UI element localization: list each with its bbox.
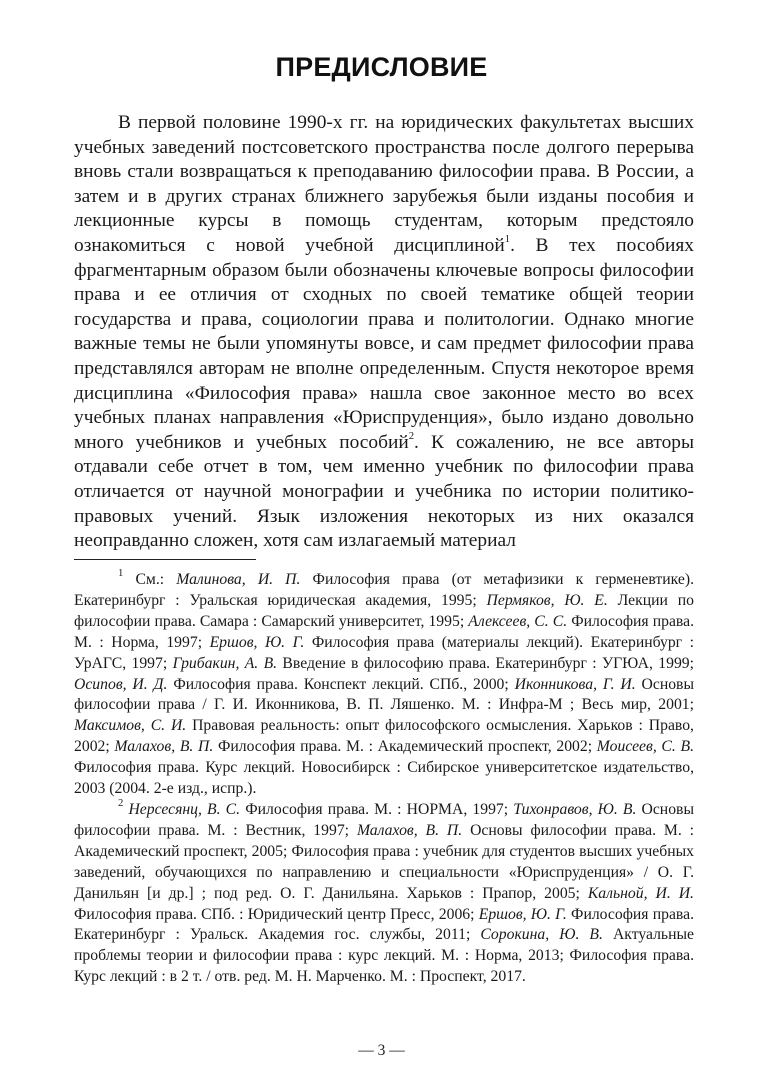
footnote-segment: Философия права (от метафизики к герменевтике). Екатеринбург : Уральская юридическая академия, 1995; xyxy=(74,571,694,609)
paragraph xyxy=(74,111,694,554)
footnote-author: Алексеев, С. С. xyxy=(468,612,568,630)
footnotes xyxy=(74,567,695,988)
footnote-segment: Введение в философию права. Екатеринбург : УГЮА, 1999; xyxy=(277,654,694,672)
page-number: — 3 — xyxy=(358,1042,405,1059)
footnote-author: Кальной, И. И. xyxy=(587,884,694,902)
footnote-ref-2: 2 xyxy=(408,429,415,442)
footnote-marker: 2 xyxy=(118,797,124,810)
footnote-author: Грибакин, А. В. xyxy=(172,654,278,672)
footnote-author: Малинова, И. П. xyxy=(176,571,301,588)
main-text xyxy=(74,111,694,554)
footnote-author: Иконникова, Г. И. xyxy=(514,675,636,693)
footnote-segment: Философия права. Екатеринбург : Уральск. Академия гос. службы, 2011; xyxy=(74,905,695,944)
footnote-segment: Философия права (материалы лекций). Екатеринбург : УрАГС, 1997; xyxy=(74,633,695,672)
footnote-segment: Основы философии права. М. : Академический проспект, 2005; Философия права : учебник для студентов высших учебных заведений, обучающихся по направлению и специальности «Юриспруденция» / О. Г. Данильян [и др.] ; под ред. О. Г. Данильяна. Харьков : Прапор, 2005; xyxy=(74,821,695,902)
footnote-segment: Актуальные проблемы теории и философии права : курс лекций. М. : Норма, 2013; Философия права. Курс лекций : в 2 т. / отв. ред. М. Н. Марченко. М. : Проспект, 2017. xyxy=(74,926,694,986)
footnote-1 xyxy=(74,567,695,800)
footnote-ref-1: 1 xyxy=(504,232,511,245)
footnote-author: Тихонравов, Ю. В. xyxy=(513,800,637,818)
footnote-segment: Философия права. М. : Академический проспект, 2002; xyxy=(213,738,597,756)
footnote-text xyxy=(74,801,694,985)
paragraph-part-1: В первой половине 1990-х гг. на юридических факультетах высших учебных заведений постсоветского пространства после долгого перерыва вновь стали возвращаться к преподаванию философии права. В России, а затем и в других странах ближнего зарубежья были изданы пособия и лекционные курсы в помощь студентам, которым предстояло ознакомиться с новой учебной дисциплиной xyxy=(74,112,694,256)
footnote-segment: См.: xyxy=(123,571,177,588)
paragraph-part-2: . В тех пособиях фрагментарным образом были обозначены ключевые вопросы философии права и ее отличия от сходных по своей тематике общей теории государства и права, социологии права и политологии. Однако многие важные темы не были упомянуты вовсе, и сам предмет философии права представлялся авторам не вполне определенным. Спустя некоторое время дисциплина «Философия права» нашла свое законное место во всех учебных планах направления «Юриспруденция», было издано довольно много учебников и учебных пособий xyxy=(74,234,694,453)
paragraph-part-3: . К сожалению, не все авторы отдавали себе отчет в том, чем именно учебник по философии права отличается от научной монографии и учебника по истории политико-правовых учений. Язык изложения некоторых из них оказался неоправданно сложен, хотя сам излагаемый материал xyxy=(74,431,695,552)
footnote-segment: Философия права. СПб. : Юридический центр Пресс, 2006; xyxy=(74,905,479,923)
footnote-author: Малахов, В. П. xyxy=(356,821,463,839)
footnote-segment: Лекции по философии права. Самара : Самарский университет, 1995; xyxy=(74,591,694,630)
footnote-separator xyxy=(74,559,256,560)
footnote-segment: Философия права. Курс лекций. Новосибирск : Сибирское университетское издательство, 2003 (2004. 2-е изд., испр.). xyxy=(74,759,694,798)
footnote-author: Нерсесянц, В. С. xyxy=(128,800,241,818)
footnote-author: Сорокина, Ю. В. xyxy=(480,926,603,944)
footnote-author: Пермяков, Ю. Е. xyxy=(486,591,608,609)
footnote-author: Ершов, Ю. Г. xyxy=(478,905,567,923)
footnote-author: Малахов, В. П. xyxy=(114,738,214,756)
footnote-text xyxy=(74,571,694,797)
footnote-2 xyxy=(74,797,695,988)
footnote-segment: Философия права. Конспект лекций. СПб., 2000; xyxy=(167,675,515,693)
footnote-segment: Основы философии права. М. : Вестник, 1997; xyxy=(74,800,694,839)
footnote-segment: Правовая реальность: опыт философского осмысления. Харьков : Право, 2002; xyxy=(74,717,694,756)
footnote-marker: 1 xyxy=(118,567,124,580)
footnote-segment: Основы философии права / Г. И. Иконникова, В. П. Ляшенко. М. : Инфра-М ; Весь мир, 2001; xyxy=(74,675,695,714)
page-title: ПРЕДИСЛОВИЕ xyxy=(275,52,488,82)
footnote-segment: Философия права. М. : НОРМА, 1997; xyxy=(240,800,514,818)
footnote-author: Осипов, И. Д. xyxy=(74,675,168,693)
footnote-author: Максимов, С. И. xyxy=(74,717,187,735)
footnote-author: Ершов, Ю. Г. xyxy=(209,633,305,651)
footnote-author: Моисеев, С. В. xyxy=(596,738,695,756)
footnote-segment: Философия права. М. : Норма, 1997; xyxy=(74,612,694,651)
